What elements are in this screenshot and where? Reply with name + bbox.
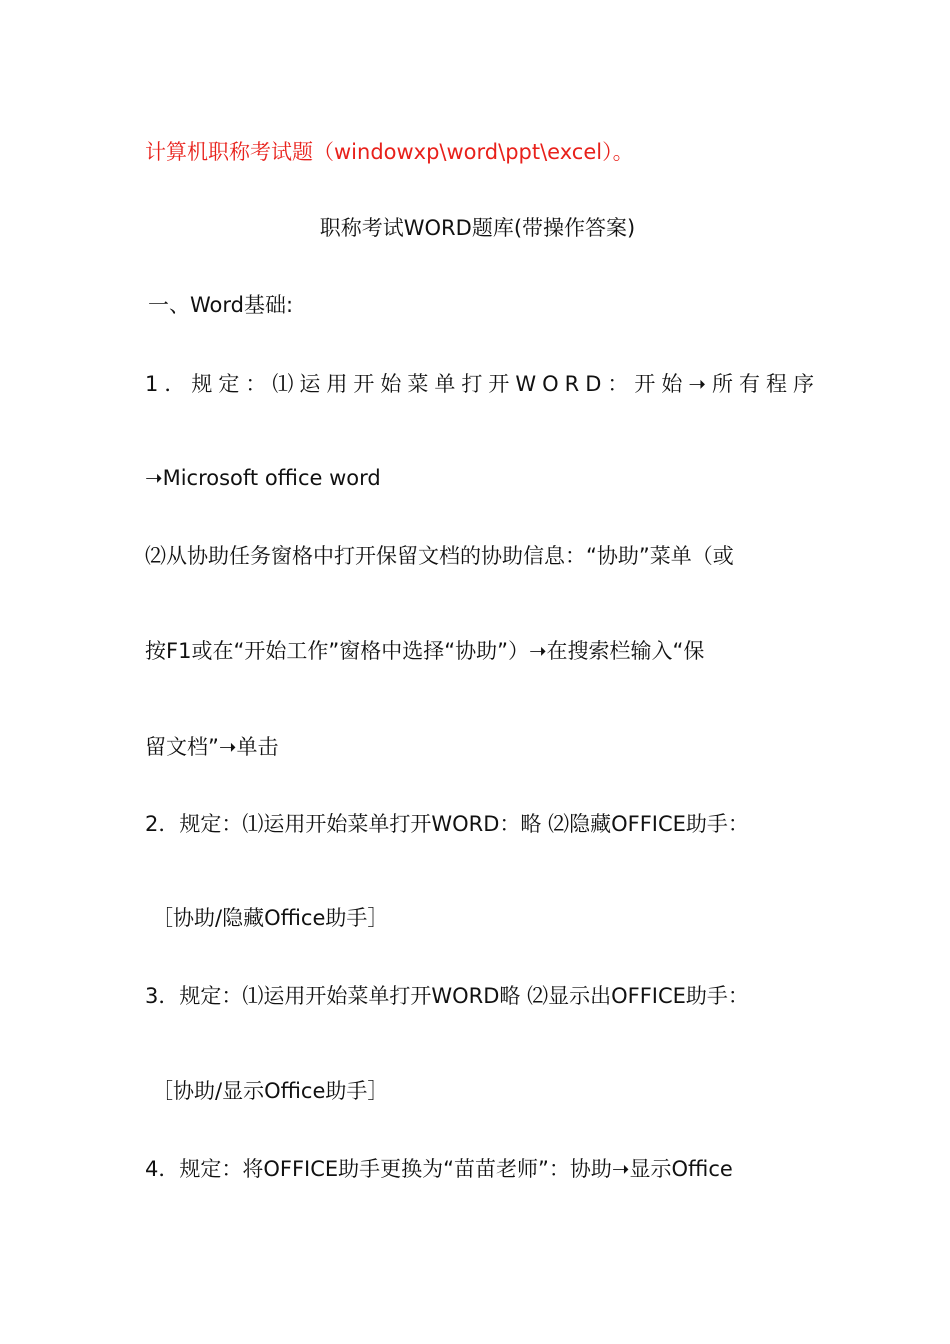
paragraph-line: 4．规定：将OFFICE助手更换为“苗苗老师”：协助➝显示Office bbox=[145, 1157, 733, 1181]
document-main-title: 计算机职称考试题（windowxp\word\ppt\excel）。 bbox=[145, 140, 634, 164]
paragraph-line: 留文档”➝单击 bbox=[145, 735, 279, 759]
document-subtitle: 职称考试WORD题库(带操作答案) bbox=[319, 216, 636, 240]
paragraph-line: ［协助/显示Office助手］ bbox=[152, 1079, 389, 1103]
paragraph-line: 3．规定：⑴运用开始菜单打开WORD略 ⑵显示出OFFICE助手： bbox=[145, 984, 749, 1008]
paragraph-line: ⑵从协助任务窗格中打开保留文档的协助信息：“协助”菜单（或 bbox=[145, 544, 734, 568]
paragraph-line: 2．规定：⑴运用开始菜单打开WORD：略 ⑵隐藏OFFICE助手： bbox=[145, 812, 749, 836]
paragraph-line: ［协助/隐藏Office助手］ bbox=[152, 906, 389, 930]
paragraph-line: ➝Microsoft office word bbox=[145, 466, 381, 490]
paragraph-line: 按F1或在“开始工作”窗格中选择“协助”）➝在搜索栏输入“保 bbox=[145, 639, 705, 663]
paragraph-line: 1．规定：⑴运用开始菜单打开WORD：开始➝所有程序 bbox=[145, 372, 821, 396]
section-heading: 一、Word基础: bbox=[148, 293, 294, 317]
